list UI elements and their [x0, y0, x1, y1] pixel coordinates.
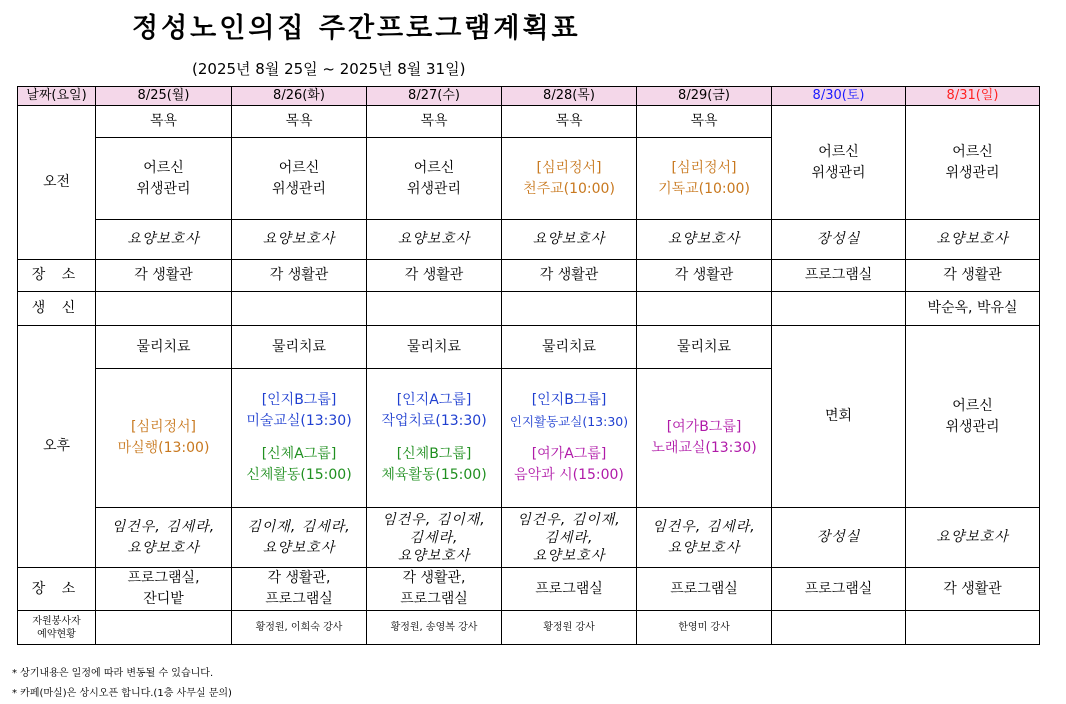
cell-line: 음악과 시(15:00): [514, 467, 624, 483]
cell-place: 프로그램실: [502, 568, 637, 611]
cell-line: 작업치료(13:30): [381, 413, 487, 429]
header-day: 8/26(화): [232, 87, 367, 106]
morning-row-staff: [18, 220, 1040, 260]
cell-hygiene: [232, 138, 367, 220]
header-day-saturday: 8/30(토): [772, 87, 906, 106]
cell-staff: 요양보호사: [367, 220, 502, 260]
morning-row-bath: [18, 106, 1040, 138]
cell-staff: [232, 508, 367, 568]
cell-line: 어르신: [818, 143, 859, 160]
cell-line: 위생관리: [406, 180, 462, 197]
cell-line: [여가B그룹]: [666, 419, 742, 435]
cell-staff: 요양보호사: [906, 508, 1040, 568]
cell-line: 기독교(10:00): [658, 180, 750, 197]
cell-line: 어르신: [952, 143, 993, 160]
cell-staff: 요양보호사: [906, 220, 1040, 260]
cell-line: 요양보호사: [532, 547, 606, 564]
cell-line: [심리정서]: [130, 419, 197, 435]
cell-staff: 장성실: [772, 220, 906, 260]
cell-line: 임건우, 김이재,: [517, 511, 621, 528]
cell-line: [심리정서]: [671, 159, 737, 176]
cell-place: 각 생활관: [96, 260, 232, 292]
cell-bath: 목욕: [96, 106, 232, 138]
spacer: [232, 432, 366, 444]
cell-line: 위생관리: [945, 164, 1000, 181]
cell-tue-program: [232, 369, 367, 508]
birthday-row: [18, 292, 1040, 326]
cell-line: 미술교실(13:30): [246, 413, 352, 429]
cell-empty: [772, 611, 906, 645]
cell-staff: 요양보호사: [232, 220, 367, 260]
cell-line: [인지B그룹]: [261, 392, 337, 408]
cell-empty: [367, 292, 502, 326]
date-range: (2025년 8월 25일 ~ 2025년 8월 31일): [192, 60, 466, 78]
cell-bath: 목욕: [232, 106, 367, 138]
cell-hygiene-sun: [906, 326, 1040, 508]
cell-line: [인지B그룹]: [531, 392, 607, 408]
cell-line: 임건우, 김세라,: [652, 518, 756, 535]
cell-line: 프로그램실: [265, 591, 333, 607]
cell-visit: 면회: [772, 326, 906, 508]
cell-volunteer: 황정원, 이희숙 강사: [232, 611, 367, 645]
cell-line: 요양보호사: [127, 539, 200, 556]
cell-empty: [232, 292, 367, 326]
cell-empty: [637, 292, 772, 326]
cell-line: 위생관리: [271, 180, 327, 197]
cell-line: [여가A그룹]: [531, 446, 607, 462]
cell-psych-catholic: [502, 138, 637, 220]
cell-volunteer: 한영미 강사: [637, 611, 772, 645]
cell-line: [신체B그룹]: [396, 446, 472, 462]
cell-empty: [96, 292, 232, 326]
header-day: 8/29(금): [637, 87, 772, 106]
cell-line: 마실행(13:00): [117, 440, 210, 456]
cell-place: 각 생활관: [232, 260, 367, 292]
place-label: 장 소: [18, 568, 96, 611]
cell-staff: 장성실: [772, 508, 906, 568]
place-pm-row: [18, 568, 1040, 611]
cell-place: [232, 568, 367, 611]
cell-staff: [96, 508, 232, 568]
cell-place: 프로그램실: [772, 568, 906, 611]
footnote: * 상기내용은 일정에 따라 변동될 수 있습니다.: [12, 668, 214, 679]
cell-hygiene: [367, 138, 502, 220]
cell-line: 노래교실(13:30): [651, 440, 757, 456]
cell-line: 각 생활관,: [402, 570, 466, 586]
cell-place: [96, 568, 232, 611]
afternoon-label: 오후: [18, 326, 96, 568]
cell-physio: 물리치료: [96, 326, 232, 369]
cell-place: 각 생활관: [367, 260, 502, 292]
cell-wed-program: [367, 369, 502, 508]
cell-physio: 물리치료: [502, 326, 637, 369]
volunteer-label: [18, 611, 96, 645]
cell-staff: 요양보호사: [502, 220, 637, 260]
cell-place: 각 생활관: [906, 260, 1040, 292]
cell-line: 요양보호사: [262, 539, 336, 556]
cell-line: 임건우, 김이재,: [382, 511, 486, 528]
cell-line: 신체활동(15:00): [246, 467, 352, 483]
cell-line: 요양보호사: [667, 539, 741, 556]
afternoon-row-physio: [18, 326, 1040, 369]
birthday-label: 생 신: [18, 292, 96, 326]
cell-volunteer: 황정원 강사: [502, 611, 637, 645]
cell-physio: 물리치료: [367, 326, 502, 369]
cell-line: 천주교(10:00): [523, 180, 615, 197]
cell-thu-program: [502, 369, 637, 508]
cell-place: [367, 568, 502, 611]
cell-line: 자원봉사자: [32, 615, 81, 627]
header-label: 날짜(요일): [18, 87, 96, 106]
cell-empty: [906, 611, 1040, 645]
cell-place: 프로그램실: [772, 260, 906, 292]
cell-line: 김세라,: [409, 529, 459, 546]
header-row: [18, 87, 1040, 106]
spacer: [367, 432, 501, 444]
cell-line: 임건우, 김세라,: [111, 518, 216, 535]
cell-place: 프로그램실: [637, 568, 772, 611]
volunteer-row: [18, 611, 1040, 645]
cell-line: 김세라,: [544, 529, 594, 546]
cell-empty: [502, 292, 637, 326]
cell-line: 체육활동(15:00): [381, 467, 487, 483]
cell-line: 어르신: [413, 159, 455, 176]
morning-label: 오전: [18, 106, 96, 260]
cell-birthday: 박순옥, 박유실: [906, 292, 1040, 326]
cell-psych-masil: [96, 369, 232, 508]
place-am-row: [18, 260, 1040, 292]
cell-line: 프로그램실,: [127, 570, 200, 586]
cell-line: 각 생활관,: [267, 570, 331, 586]
cell-line: [신체A그룹]: [261, 446, 337, 462]
cell-fri-program: [637, 369, 772, 508]
cell-physio: 물리치료: [232, 326, 367, 369]
cell-line: 잔디밭: [143, 591, 184, 607]
cell-line: 위생관리: [811, 164, 866, 181]
cell-line: 프로그램실: [400, 591, 468, 607]
cell-place: 각 생활관: [637, 260, 772, 292]
cell-bath: 목욕: [367, 106, 502, 138]
cell-staff: [367, 508, 502, 568]
cell-line: 어르신: [952, 397, 993, 414]
cell-line: 예약현황: [37, 628, 76, 640]
cell-line: [인지A그룹]: [396, 392, 472, 408]
cell-empty: [96, 611, 232, 645]
cell-volunteer: 황정원, 송영복 강사: [367, 611, 502, 645]
cell-line: [심리정서]: [536, 159, 602, 176]
cell-hygiene: [96, 138, 232, 220]
cell-line: 어르신: [278, 159, 320, 176]
cell-psych-christian: [637, 138, 772, 220]
cell-line: 요양보호사: [397, 547, 471, 564]
cell-staff: 요양보호사: [96, 220, 232, 260]
cell-line: 김이재, 김세라,: [247, 518, 351, 535]
cell-staff: [502, 508, 637, 568]
header-day: 8/27(수): [367, 87, 502, 106]
cell-place: 각 생활관: [502, 260, 637, 292]
cell-staff: [637, 508, 772, 568]
cell-line: 위생관리: [136, 180, 191, 197]
cell-line: 어르신: [143, 159, 184, 176]
place-label: 장 소: [18, 260, 96, 292]
cell-hygiene-sat: [772, 106, 906, 220]
cell-line: 위생관리: [945, 418, 1000, 435]
cell-physio: 물리치료: [637, 326, 772, 369]
header-day: 8/25(월): [96, 87, 232, 106]
footnote: * 카페(마실)은 상시오픈 합니다.(1층 사무실 문의): [12, 688, 232, 699]
page-title: 정성노인의집 주간프로그램계획표: [132, 13, 581, 44]
weekly-schedule-table: [17, 86, 1040, 645]
cell-line: 인지활동교실(13:30): [509, 414, 629, 429]
header-day-sunday: 8/31(일): [906, 87, 1040, 106]
cell-hygiene-sun: [906, 106, 1040, 220]
cell-place: 각 생활관: [906, 568, 1040, 611]
spacer: [502, 432, 636, 444]
afternoon-row-staff: [18, 508, 1040, 568]
cell-staff: 요양보호사: [637, 220, 772, 260]
cell-bath: 목욕: [502, 106, 637, 138]
cell-empty: [772, 292, 906, 326]
header-day: 8/28(목): [502, 87, 637, 106]
cell-bath: 목욕: [637, 106, 772, 138]
